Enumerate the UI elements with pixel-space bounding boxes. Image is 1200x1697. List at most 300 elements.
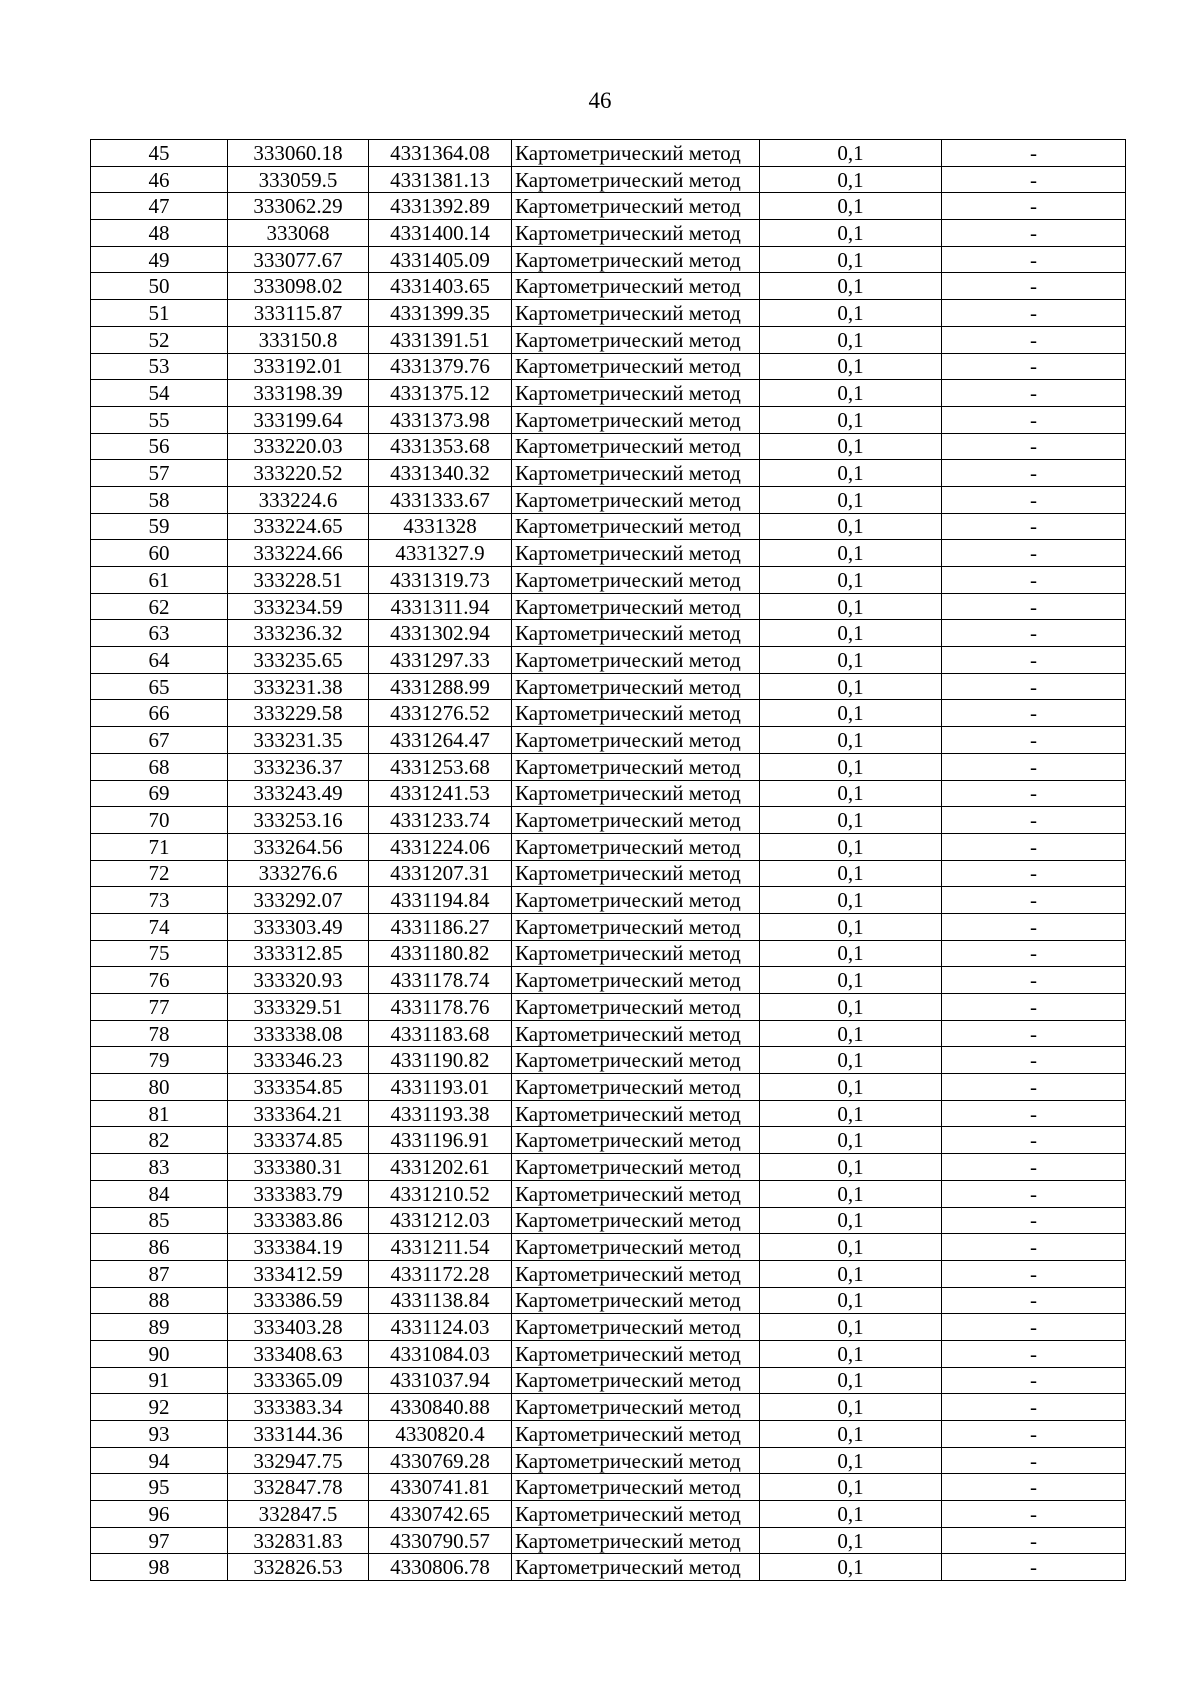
table-row: [91, 1127, 1126, 1154]
note-cell: -: [942, 513, 1126, 540]
method-cell: Картометрический метод: [512, 486, 760, 513]
y-coordinate-cell: 4331391.51: [369, 326, 512, 353]
accuracy-cell: 0,1: [760, 700, 942, 727]
point-number-cell: 79: [91, 1047, 228, 1074]
x-coordinate-cell: 333320.93: [228, 967, 369, 994]
y-coordinate-cell: 4331311.94: [369, 593, 512, 620]
point-number-cell: 76: [91, 967, 228, 994]
note-cell: -: [942, 647, 1126, 674]
note-cell: -: [942, 166, 1126, 193]
note-cell: -: [942, 1287, 1126, 1314]
note-cell: -: [942, 807, 1126, 834]
y-coordinate-cell: 4331180.82: [369, 940, 512, 967]
note-cell: -: [942, 193, 1126, 220]
note-cell: -: [942, 1154, 1126, 1181]
y-coordinate-cell: 4331264.47: [369, 727, 512, 754]
method-cell: Картометрический метод: [512, 460, 760, 487]
table-row: [91, 567, 1126, 594]
method-cell: Картометрический метод: [512, 513, 760, 540]
point-number-cell: 52: [91, 326, 228, 353]
point-number-cell: 90: [91, 1340, 228, 1367]
table-row: [91, 1207, 1126, 1234]
y-coordinate-cell: 4331193.38: [369, 1100, 512, 1127]
table-row: [91, 994, 1126, 1021]
table-row: [91, 246, 1126, 273]
method-cell: Картометрический метод: [512, 1260, 760, 1287]
accuracy-cell: 0,1: [760, 1234, 942, 1261]
y-coordinate-cell: 4331327.9: [369, 540, 512, 567]
x-coordinate-cell: 332847.5: [228, 1501, 369, 1528]
accuracy-cell: 0,1: [760, 380, 942, 407]
note-cell: -: [942, 1527, 1126, 1554]
method-cell: Картометрический метод: [512, 753, 760, 780]
note-cell: -: [942, 460, 1126, 487]
point-number-cell: 84: [91, 1180, 228, 1207]
note-cell: -: [942, 1447, 1126, 1474]
x-coordinate-cell: 332847.78: [228, 1474, 369, 1501]
method-cell: Картометрический метод: [512, 727, 760, 754]
method-cell: Картометрический метод: [512, 193, 760, 220]
table-row: [91, 540, 1126, 567]
point-number-cell: 87: [91, 1260, 228, 1287]
note-cell: -: [942, 486, 1126, 513]
table-row: [91, 620, 1126, 647]
method-cell: Картометрический метод: [512, 1207, 760, 1234]
note-cell: -: [942, 1100, 1126, 1127]
method-cell: Картометрический метод: [512, 673, 760, 700]
accuracy-cell: 0,1: [760, 1501, 942, 1528]
point-number-cell: 88: [91, 1287, 228, 1314]
y-coordinate-cell: 4331186.27: [369, 913, 512, 940]
x-coordinate-cell: 333236.32: [228, 620, 369, 647]
table-row: [91, 1074, 1126, 1101]
x-coordinate-cell: 332826.53: [228, 1554, 369, 1581]
x-coordinate-cell: 333150.8: [228, 326, 369, 353]
y-coordinate-cell: 4331183.68: [369, 1020, 512, 1047]
y-coordinate-cell: 4330820.4: [369, 1421, 512, 1448]
x-coordinate-cell: 333374.85: [228, 1127, 369, 1154]
table-row: [91, 1180, 1126, 1207]
accuracy-cell: 0,1: [760, 1447, 942, 1474]
point-number-cell: 81: [91, 1100, 228, 1127]
point-number-cell: 69: [91, 780, 228, 807]
method-cell: Картометрический метод: [512, 1421, 760, 1448]
table-row: [91, 1367, 1126, 1394]
point-number-cell: 97: [91, 1527, 228, 1554]
y-coordinate-cell: 4331207.31: [369, 860, 512, 887]
method-cell: Картометрический метод: [512, 647, 760, 674]
x-coordinate-cell: 333198.39: [228, 380, 369, 407]
method-cell: Картометрический метод: [512, 1554, 760, 1581]
x-coordinate-cell: 333383.86: [228, 1207, 369, 1234]
table-row: [91, 220, 1126, 247]
accuracy-cell: 0,1: [760, 1020, 942, 1047]
y-coordinate-cell: 4331190.82: [369, 1047, 512, 1074]
x-coordinate-cell: 333264.56: [228, 833, 369, 860]
coordinates-table: [90, 139, 1126, 1581]
table-row: [91, 913, 1126, 940]
x-coordinate-cell: 333231.35: [228, 727, 369, 754]
accuracy-cell: 0,1: [760, 353, 942, 380]
y-coordinate-cell: 4331178.76: [369, 994, 512, 1021]
x-coordinate-cell: 333243.49: [228, 780, 369, 807]
note-cell: -: [942, 140, 1126, 167]
x-coordinate-cell: 333062.29: [228, 193, 369, 220]
x-coordinate-cell: 333354.85: [228, 1074, 369, 1101]
coordinates-table-body: [91, 140, 1126, 1581]
note-cell: -: [942, 940, 1126, 967]
method-cell: Картометрический метод: [512, 1394, 760, 1421]
x-coordinate-cell: 333059.5: [228, 166, 369, 193]
x-coordinate-cell: 333380.31: [228, 1154, 369, 1181]
note-cell: -: [942, 673, 1126, 700]
point-number-cell: 50: [91, 273, 228, 300]
point-number-cell: 47: [91, 193, 228, 220]
point-number-cell: 93: [91, 1421, 228, 1448]
method-cell: Картометрический метод: [512, 1047, 760, 1074]
table-row: [91, 673, 1126, 700]
x-coordinate-cell: 333224.65: [228, 513, 369, 540]
method-cell: Картометрический метод: [512, 540, 760, 567]
x-coordinate-cell: 333383.34: [228, 1394, 369, 1421]
table-row: [91, 1340, 1126, 1367]
note-cell: -: [942, 246, 1126, 273]
accuracy-cell: 0,1: [760, 647, 942, 674]
point-number-cell: 89: [91, 1314, 228, 1341]
point-number-cell: 64: [91, 647, 228, 674]
table-row: [91, 193, 1126, 220]
table-row: [91, 700, 1126, 727]
method-cell: Картометрический метод: [512, 353, 760, 380]
y-coordinate-cell: 4331172.28: [369, 1260, 512, 1287]
point-number-cell: 61: [91, 567, 228, 594]
method-cell: Картометрический метод: [512, 780, 760, 807]
accuracy-cell: 0,1: [760, 620, 942, 647]
x-coordinate-cell: 333338.08: [228, 1020, 369, 1047]
note-cell: -: [942, 1180, 1126, 1207]
accuracy-cell: 0,1: [760, 1287, 942, 1314]
accuracy-cell: 0,1: [760, 460, 942, 487]
y-coordinate-cell: 4331210.52: [369, 1180, 512, 1207]
accuracy-cell: 0,1: [760, 1127, 942, 1154]
point-number-cell: 59: [91, 513, 228, 540]
x-coordinate-cell: 332947.75: [228, 1447, 369, 1474]
table-row: [91, 1100, 1126, 1127]
method-cell: Картометрический метод: [512, 1234, 760, 1261]
y-coordinate-cell: 4331196.91: [369, 1127, 512, 1154]
point-number-cell: 51: [91, 300, 228, 327]
note-cell: -: [942, 1474, 1126, 1501]
x-coordinate-cell: 333144.36: [228, 1421, 369, 1448]
point-number-cell: 77: [91, 994, 228, 1021]
x-coordinate-cell: 333229.58: [228, 700, 369, 727]
method-cell: Картометрический метод: [512, 300, 760, 327]
table-row: [91, 353, 1126, 380]
y-coordinate-cell: 4330741.81: [369, 1474, 512, 1501]
x-coordinate-cell: 333235.65: [228, 647, 369, 674]
y-coordinate-cell: 4331084.03: [369, 1340, 512, 1367]
method-cell: Картометрический метод: [512, 380, 760, 407]
accuracy-cell: 0,1: [760, 967, 942, 994]
note-cell: -: [942, 1020, 1126, 1047]
point-number-cell: 98: [91, 1554, 228, 1581]
method-cell: Картометрический метод: [512, 1367, 760, 1394]
accuracy-cell: 0,1: [760, 193, 942, 220]
table-row: [91, 406, 1126, 433]
y-coordinate-cell: 4331328: [369, 513, 512, 540]
y-coordinate-cell: 4331375.12: [369, 380, 512, 407]
table-row: [91, 860, 1126, 887]
accuracy-cell: 0,1: [760, 273, 942, 300]
accuracy-cell: 0,1: [760, 1394, 942, 1421]
point-number-cell: 56: [91, 433, 228, 460]
x-coordinate-cell: 333312.85: [228, 940, 369, 967]
accuracy-cell: 0,1: [760, 1474, 942, 1501]
accuracy-cell: 0,1: [760, 673, 942, 700]
accuracy-cell: 0,1: [760, 433, 942, 460]
method-cell: Картометрический метод: [512, 994, 760, 1021]
x-coordinate-cell: 333386.59: [228, 1287, 369, 1314]
table-row: [91, 326, 1126, 353]
table-row: [91, 273, 1126, 300]
method-cell: Картометрический метод: [512, 140, 760, 167]
note-cell: -: [942, 1127, 1126, 1154]
accuracy-cell: 0,1: [760, 300, 942, 327]
x-coordinate-cell: 333383.79: [228, 1180, 369, 1207]
note-cell: -: [942, 1554, 1126, 1581]
method-cell: Картометрический метод: [512, 246, 760, 273]
method-cell: Картометрический метод: [512, 220, 760, 247]
table-row: [91, 807, 1126, 834]
x-coordinate-cell: 333236.37: [228, 753, 369, 780]
note-cell: -: [942, 1234, 1126, 1261]
x-coordinate-cell: 333303.49: [228, 913, 369, 940]
y-coordinate-cell: 4331297.33: [369, 647, 512, 674]
table-row: [91, 1501, 1126, 1528]
point-number-cell: 80: [91, 1074, 228, 1101]
accuracy-cell: 0,1: [760, 1180, 942, 1207]
accuracy-cell: 0,1: [760, 1367, 942, 1394]
table-row: [91, 753, 1126, 780]
x-coordinate-cell: 333276.6: [228, 860, 369, 887]
table-row: [91, 140, 1126, 167]
note-cell: -: [942, 833, 1126, 860]
accuracy-cell: 0,1: [760, 1260, 942, 1287]
point-number-cell: 71: [91, 833, 228, 860]
accuracy-cell: 0,1: [760, 913, 942, 940]
method-cell: Картометрический метод: [512, 1527, 760, 1554]
method-cell: Картометрический метод: [512, 1100, 760, 1127]
table-row: [91, 433, 1126, 460]
x-coordinate-cell: 333365.09: [228, 1367, 369, 1394]
x-coordinate-cell: 333098.02: [228, 273, 369, 300]
point-number-cell: 96: [91, 1501, 228, 1528]
note-cell: -: [942, 567, 1126, 594]
table-row: [91, 460, 1126, 487]
x-coordinate-cell: 333224.66: [228, 540, 369, 567]
note-cell: -: [942, 700, 1126, 727]
y-coordinate-cell: 4331405.09: [369, 246, 512, 273]
accuracy-cell: 0,1: [760, 1207, 942, 1234]
note-cell: -: [942, 887, 1126, 914]
y-coordinate-cell: 4331211.54: [369, 1234, 512, 1261]
method-cell: Картометрический метод: [512, 1474, 760, 1501]
note-cell: -: [942, 220, 1126, 247]
y-coordinate-cell: 4331400.14: [369, 220, 512, 247]
x-coordinate-cell: 333228.51: [228, 567, 369, 594]
accuracy-cell: 0,1: [760, 940, 942, 967]
y-coordinate-cell: 4331373.98: [369, 406, 512, 433]
point-number-cell: 95: [91, 1474, 228, 1501]
accuracy-cell: 0,1: [760, 1074, 942, 1101]
accuracy-cell: 0,1: [760, 140, 942, 167]
note-cell: -: [942, 406, 1126, 433]
table-row: [91, 300, 1126, 327]
y-coordinate-cell: 4331193.01: [369, 1074, 512, 1101]
accuracy-cell: 0,1: [760, 1047, 942, 1074]
y-coordinate-cell: 4330769.28: [369, 1447, 512, 1474]
note-cell: -: [942, 380, 1126, 407]
point-number-cell: 73: [91, 887, 228, 914]
method-cell: Картометрический метод: [512, 1447, 760, 1474]
table-row: [91, 1474, 1126, 1501]
y-coordinate-cell: 4331212.03: [369, 1207, 512, 1234]
accuracy-cell: 0,1: [760, 753, 942, 780]
method-cell: Картометрический метод: [512, 1020, 760, 1047]
point-number-cell: 65: [91, 673, 228, 700]
accuracy-cell: 0,1: [760, 833, 942, 860]
note-cell: -: [942, 300, 1126, 327]
method-cell: Картометрический метод: [512, 1501, 760, 1528]
note-cell: -: [942, 1074, 1126, 1101]
table-row: [91, 380, 1126, 407]
accuracy-cell: 0,1: [760, 1340, 942, 1367]
method-cell: Картометрический метод: [512, 1287, 760, 1314]
x-coordinate-cell: 333253.16: [228, 807, 369, 834]
y-coordinate-cell: 4331253.68: [369, 753, 512, 780]
point-number-cell: 46: [91, 166, 228, 193]
method-cell: Картометрический метод: [512, 967, 760, 994]
point-number-cell: 45: [91, 140, 228, 167]
point-number-cell: 57: [91, 460, 228, 487]
point-number-cell: 82: [91, 1127, 228, 1154]
x-coordinate-cell: 333060.18: [228, 140, 369, 167]
method-cell: Картометрический метод: [512, 433, 760, 460]
note-cell: -: [942, 780, 1126, 807]
method-cell: Картометрический метод: [512, 700, 760, 727]
note-cell: -: [942, 540, 1126, 567]
note-cell: -: [942, 353, 1126, 380]
point-number-cell: 66: [91, 700, 228, 727]
page-number: 46: [588, 88, 612, 113]
point-number-cell: 85: [91, 1207, 228, 1234]
accuracy-cell: 0,1: [760, 567, 942, 594]
note-cell: -: [942, 1314, 1126, 1341]
table-row: [91, 486, 1126, 513]
table-row: [91, 727, 1126, 754]
point-number-cell: 68: [91, 753, 228, 780]
y-coordinate-cell: 4331233.74: [369, 807, 512, 834]
note-cell: -: [942, 913, 1126, 940]
x-coordinate-cell: 333408.63: [228, 1340, 369, 1367]
method-cell: Картометрический метод: [512, 860, 760, 887]
y-coordinate-cell: 4331194.84: [369, 887, 512, 914]
note-cell: -: [942, 1340, 1126, 1367]
y-coordinate-cell: 4331364.08: [369, 140, 512, 167]
y-coordinate-cell: 4331124.03: [369, 1314, 512, 1341]
y-coordinate-cell: 4331379.76: [369, 353, 512, 380]
table-row: [91, 647, 1126, 674]
x-coordinate-cell: 333224.6: [228, 486, 369, 513]
y-coordinate-cell: 4330790.57: [369, 1527, 512, 1554]
point-number-cell: 78: [91, 1020, 228, 1047]
table-row: [91, 1447, 1126, 1474]
note-cell: -: [942, 1421, 1126, 1448]
note-cell: -: [942, 433, 1126, 460]
x-coordinate-cell: 333412.59: [228, 1260, 369, 1287]
table-row: [91, 1287, 1126, 1314]
table-row: [91, 1234, 1126, 1261]
accuracy-cell: 0,1: [760, 513, 942, 540]
method-cell: Картометрический метод: [512, 887, 760, 914]
y-coordinate-cell: 4331302.94: [369, 620, 512, 647]
x-coordinate-cell: 332831.83: [228, 1527, 369, 1554]
method-cell: Картометрический метод: [512, 326, 760, 353]
accuracy-cell: 0,1: [760, 1554, 942, 1581]
point-number-cell: 62: [91, 593, 228, 620]
method-cell: Картометрический метод: [512, 1314, 760, 1341]
x-coordinate-cell: 333220.03: [228, 433, 369, 460]
table-row: [91, 967, 1126, 994]
accuracy-cell: 0,1: [760, 994, 942, 1021]
note-cell: -: [942, 1260, 1126, 1287]
method-cell: Картометрический метод: [512, 620, 760, 647]
y-coordinate-cell: 4331403.65: [369, 273, 512, 300]
y-coordinate-cell: 4331333.67: [369, 486, 512, 513]
accuracy-cell: 0,1: [760, 326, 942, 353]
note-cell: -: [942, 620, 1126, 647]
x-coordinate-cell: 333068: [228, 220, 369, 247]
note-cell: -: [942, 273, 1126, 300]
y-coordinate-cell: 4331340.32: [369, 460, 512, 487]
point-number-cell: 83: [91, 1154, 228, 1181]
y-coordinate-cell: 4331319.73: [369, 567, 512, 594]
point-number-cell: 55: [91, 406, 228, 433]
x-coordinate-cell: 333220.52: [228, 460, 369, 487]
accuracy-cell: 0,1: [760, 540, 942, 567]
accuracy-cell: 0,1: [760, 1314, 942, 1341]
point-number-cell: 54: [91, 380, 228, 407]
method-cell: Картометрический метод: [512, 913, 760, 940]
x-coordinate-cell: 333199.64: [228, 406, 369, 433]
note-cell: -: [942, 753, 1126, 780]
table-row: [91, 1047, 1126, 1074]
method-cell: Картометрический метод: [512, 593, 760, 620]
y-coordinate-cell: 4331178.74: [369, 967, 512, 994]
method-cell: Картометрический метод: [512, 1154, 760, 1181]
note-cell: -: [942, 593, 1126, 620]
accuracy-cell: 0,1: [760, 593, 942, 620]
y-coordinate-cell: 4331392.89: [369, 193, 512, 220]
method-cell: Картометрический метод: [512, 567, 760, 594]
x-coordinate-cell: 333292.07: [228, 887, 369, 914]
x-coordinate-cell: 333077.67: [228, 246, 369, 273]
x-coordinate-cell: 333192.01: [228, 353, 369, 380]
table-row: [91, 1554, 1126, 1581]
accuracy-cell: 0,1: [760, 860, 942, 887]
y-coordinate-cell: 4331381.13: [369, 166, 512, 193]
point-number-cell: 60: [91, 540, 228, 567]
